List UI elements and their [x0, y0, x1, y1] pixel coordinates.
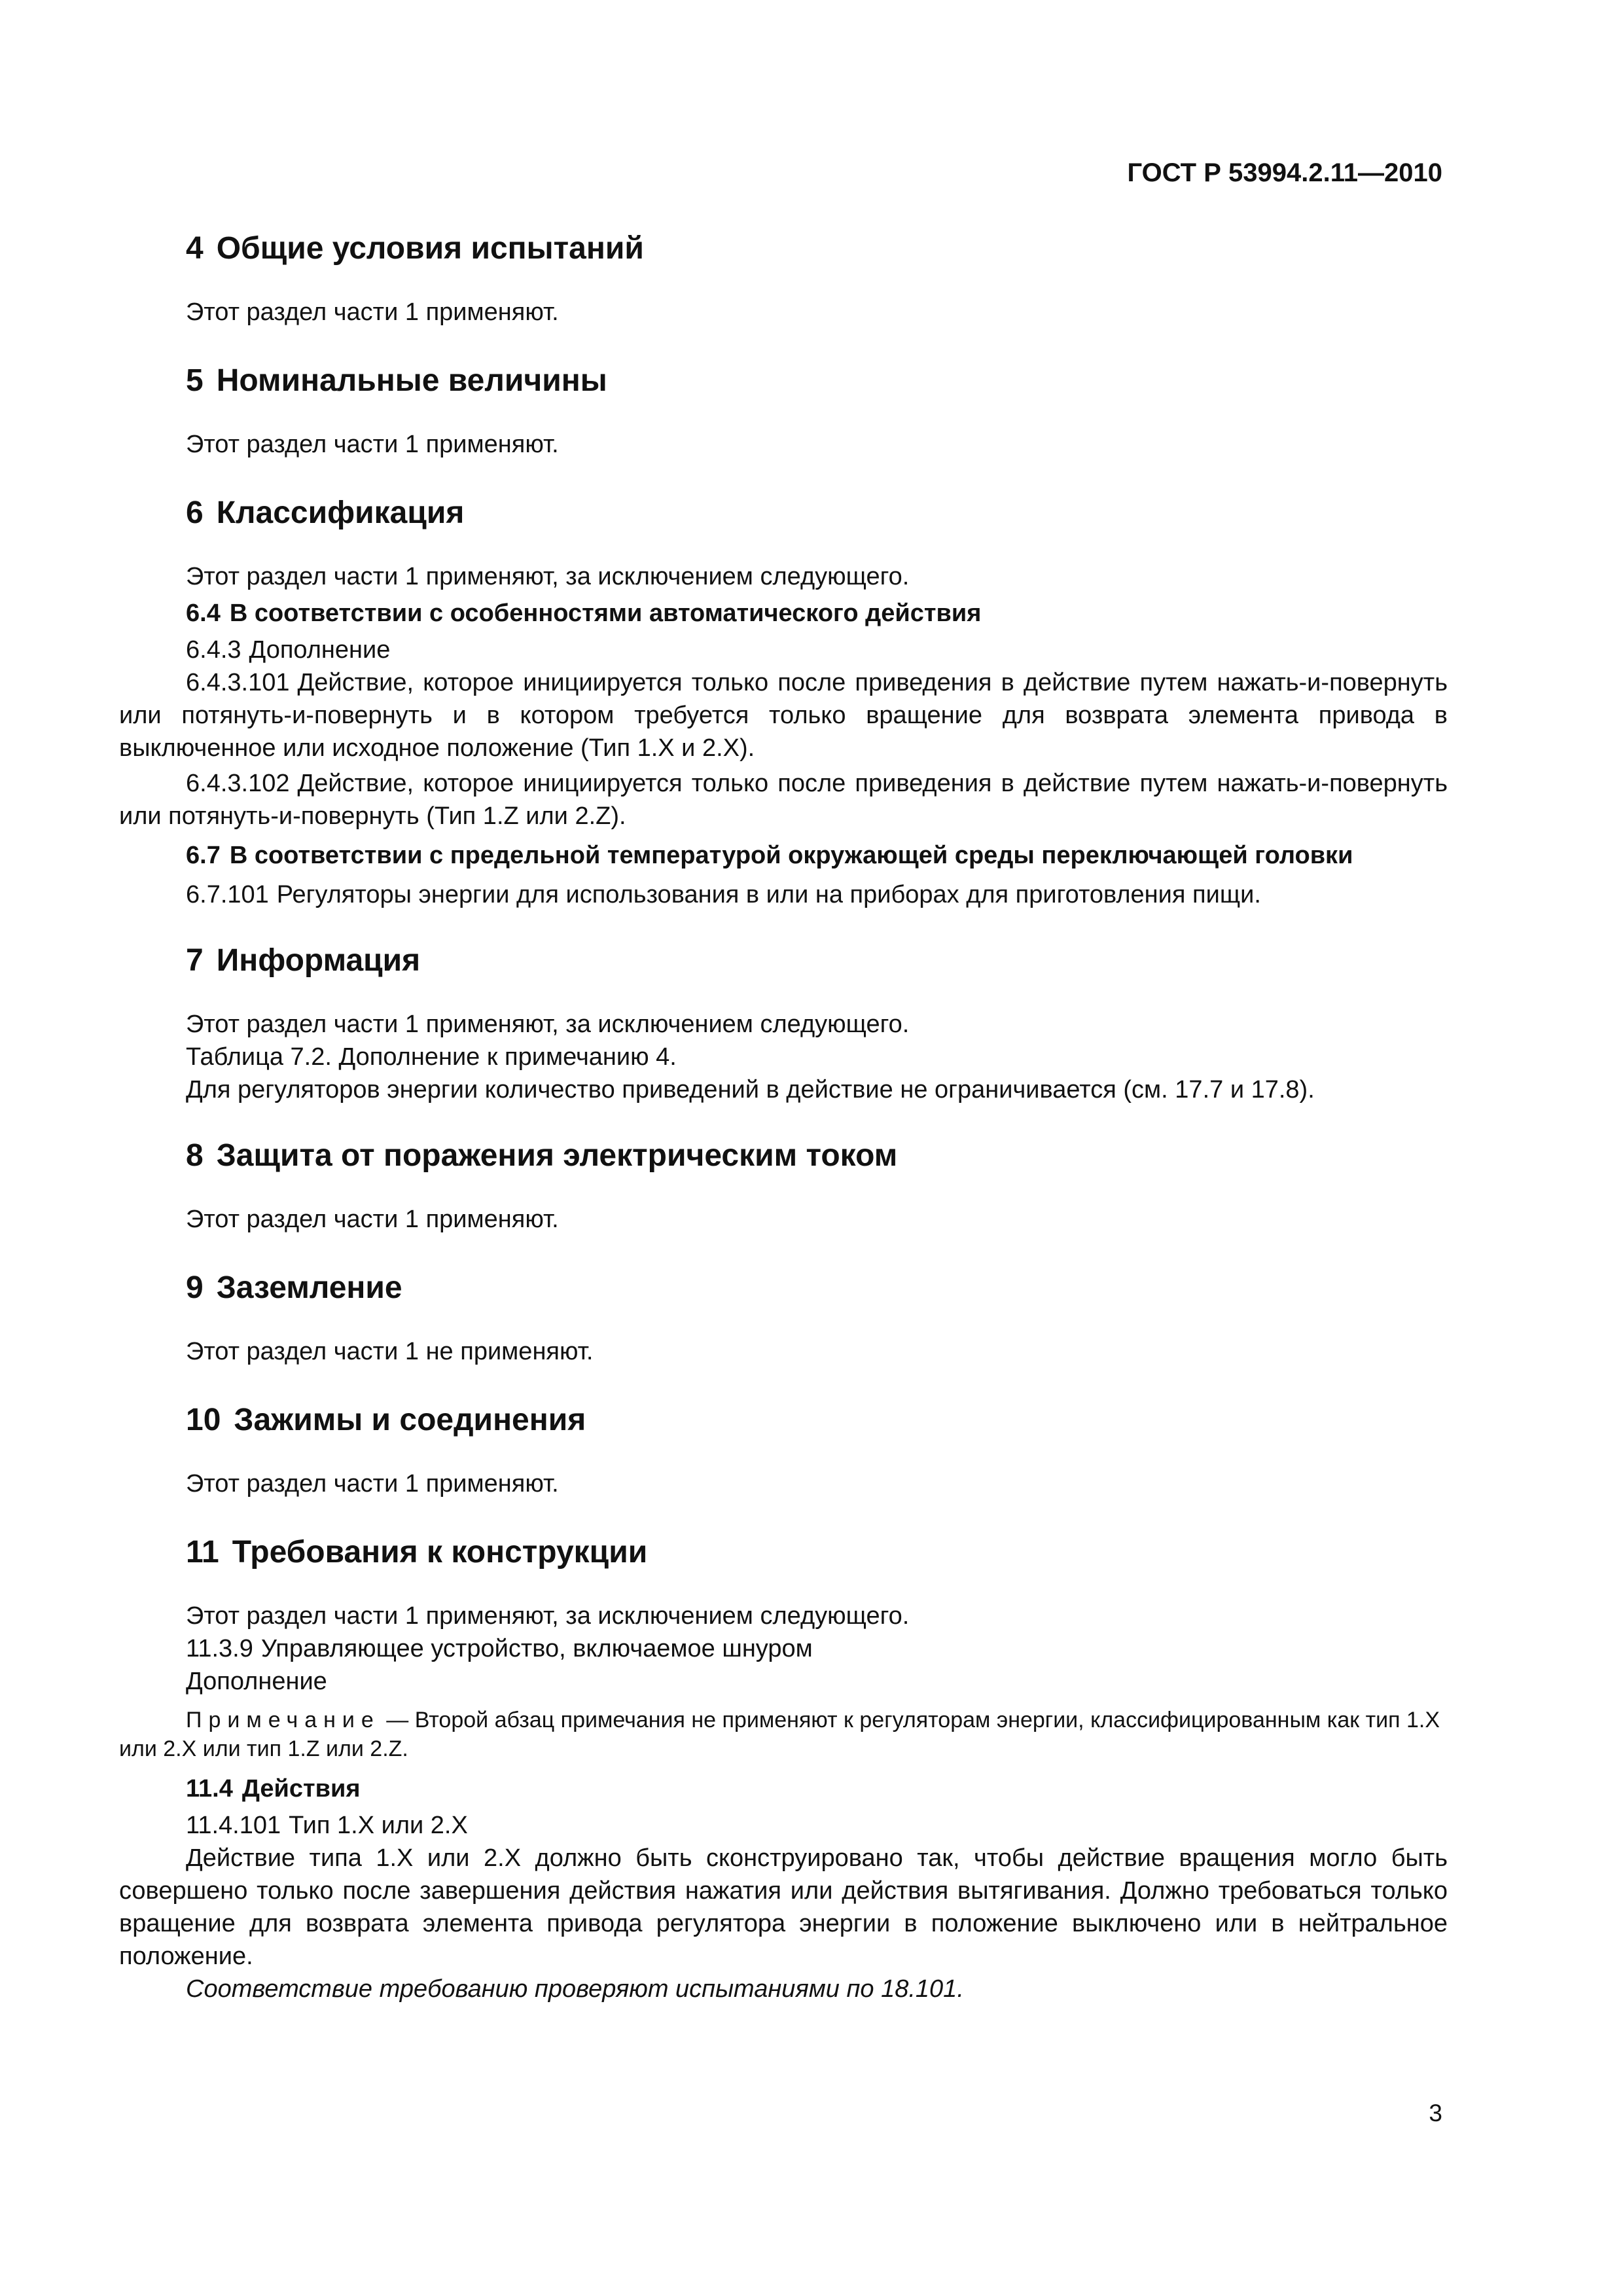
section-10-heading — [186, 1402, 1448, 1439]
clause-text: Тип 1.Х или 2.Х — [289, 1812, 468, 1839]
section-5-text: Этот раздел части 1 применяют. — [186, 431, 559, 458]
section-title: Классификация — [216, 495, 465, 530]
page-number: 3 — [1429, 2100, 1442, 2126]
clause-11-3-9 — [186, 1632, 1448, 1665]
clause-11-4-101-paragraph: Действие типа 1.Х или 2.Х должно быть сконструировано так, чтобы действие вращения могло быть совершено только после завершения действия нажатия или действия вытягивания. Должно требоваться только вращение для возврата элемента привода регулятора энергии в положение выключено или в нейтральное положение. — [119, 1844, 1448, 1970]
clause-text: Действие, которое инициируется только после приведения в действие путем нажать-и-повернуть или потянуть-и-повернуть и в котором требуется только вращение для возврата элемента привода в выключенное или исходное положение (Тип 1.Х и 2.Х). — [119, 669, 1448, 762]
clause-title: Действия — [241, 1775, 361, 1803]
clause-6-4-3-102 — [119, 767, 1448, 833]
document-body — [119, 230, 1448, 2005]
clause-number: 11.4.101 — [186, 1812, 281, 1839]
section-title: Требования к конструкции — [232, 1535, 648, 1570]
clause-number: 6.4 — [186, 600, 221, 627]
clause-6-4-3 — [186, 634, 1448, 666]
section-title: Номинальные величины — [216, 363, 607, 398]
section-8-heading — [186, 1138, 1448, 1174]
clause-text: Регуляторы энергии для использования в или на приборах для приготовления пищи. — [276, 881, 1261, 908]
note-label: Примечание — [186, 1708, 380, 1732]
section-title: Заземление — [216, 1270, 402, 1305]
clause-title: В соответствии с особенностями автоматического действия — [229, 600, 982, 627]
clause-text: Управляющее устройство, включаемое шнуром — [260, 1635, 813, 1662]
clause-number: 6.7.101 — [186, 881, 269, 908]
note-paragraph — [119, 1706, 1448, 1763]
clause-6-7-101 — [186, 878, 1448, 911]
section-number: 11 — [186, 1535, 219, 1570]
section-6-intro: Этот раздел части 1 применяют, за исключением следующего. — [186, 563, 910, 590]
section-number: 9 — [186, 1270, 204, 1305]
section-title: Зажимы и соединения — [234, 1403, 586, 1437]
clause-number: 6.7 — [186, 842, 221, 869]
section-4-text: Этот раздел части 1 применяют. — [186, 298, 559, 326]
clause-6-4-3-101 — [119, 666, 1448, 764]
section-title: Защита от поражения электрическим током — [216, 1138, 898, 1173]
document-code-header: ГОСТ Р 53994.2.11—2010 — [1127, 158, 1442, 187]
clause-title: В соответствии с предельной температурой окружающей среды переключающей головки — [229, 842, 1353, 869]
clause-number: 6.4.3 — [186, 636, 241, 664]
note-text: — Второй абзац примечания не применяют к регуляторам энергии, классифицированным как тип 1.Х или 2.Х или тип 1.Z или 2.Z. — [119, 1708, 1440, 1761]
section-7-line-3: Для регуляторов энергии количество приведений в действие не ограничивается (см. 17.7 и 17.8). — [186, 1076, 1315, 1103]
section-number: 6 — [186, 495, 204, 530]
section-9-heading — [186, 1270, 1448, 1306]
section-8-text: Этот раздел части 1 применяют. — [186, 1206, 559, 1233]
section-number: 4 — [186, 231, 204, 266]
section-number: 5 — [186, 363, 204, 398]
clause-number: 6.4.3.101 — [186, 669, 290, 696]
section-title: Общие условия испытаний — [216, 231, 644, 266]
clause-number: 11.4 — [186, 1775, 233, 1803]
section-7-line-2: Таблица 7.2. Дополнение к примечанию 4. — [186, 1043, 677, 1071]
section-6-heading — [186, 495, 1448, 531]
section-7-line-1: Этот раздел части 1 применяют, за исключением следующего. — [186, 1011, 910, 1038]
section-4-heading — [186, 230, 1448, 267]
clause-11-4-heading — [186, 1772, 1448, 1805]
section-number: 7 — [186, 943, 204, 978]
section-11-line-1: Этот раздел части 1 применяют, за исключением следующего. — [186, 1602, 910, 1630]
section-10-text: Этот раздел части 1 применяют. — [186, 1470, 559, 1498]
clause-number: 11.3.9 — [186, 1635, 253, 1662]
clause-number: 6.4.3.102 — [186, 770, 290, 797]
section-number: 10 — [186, 1403, 221, 1437]
section-title: Информация — [216, 943, 421, 978]
clause-11-4-101 — [186, 1809, 1448, 1842]
section-7-heading — [186, 942, 1448, 979]
clause-6-7-heading — [186, 839, 1448, 872]
section-11-addition: Дополнение — [186, 1668, 327, 1695]
section-5-heading — [186, 363, 1448, 399]
section-11-heading — [186, 1534, 1448, 1571]
clause-text: Действие, которое инициируется только после приведения в действие путем нажать-и-повернуть или потянуть-и-повернуть (Тип 1.Z или 2.Z). — [119, 770, 1448, 830]
compliance-note: Соответствие требованию проверяют испытаниями по 18.101. — [186, 1975, 964, 2003]
section-9-text: Этот раздел части 1 не применяют. — [186, 1338, 594, 1365]
section-number: 8 — [186, 1138, 204, 1173]
clause-text: Дополнение — [249, 636, 391, 664]
clause-6-4-heading — [186, 597, 1448, 630]
